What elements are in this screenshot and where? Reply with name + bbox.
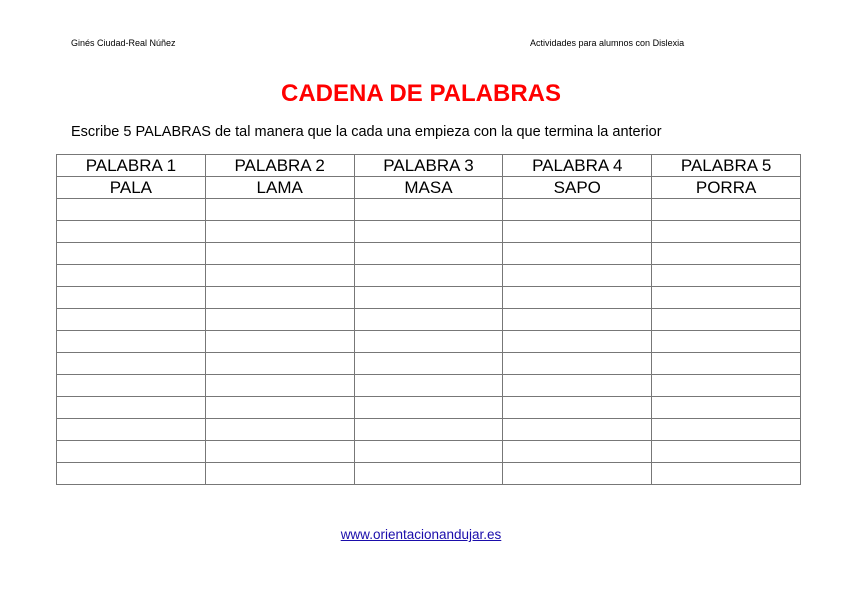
answer-cell[interactable] (503, 243, 652, 265)
answer-cell[interactable] (57, 397, 206, 419)
answer-cell[interactable] (652, 221, 801, 243)
table-row (57, 265, 801, 287)
table-row (57, 243, 801, 265)
answer-cell[interactable] (354, 199, 503, 221)
answer-cell[interactable] (652, 199, 801, 221)
answer-cell[interactable] (354, 441, 503, 463)
answer-cell[interactable] (354, 309, 503, 331)
column-header: PALABRA 1 (57, 155, 206, 177)
answer-cell[interactable] (354, 287, 503, 309)
header-subject: Actividades para alumnos con Dislexia (530, 38, 685, 48)
word-chain-table (56, 154, 801, 485)
answer-cell[interactable] (57, 463, 206, 485)
answer-cell[interactable] (354, 331, 503, 353)
answer-cell[interactable] (652, 309, 801, 331)
answer-cell[interactable] (354, 221, 503, 243)
answer-cell[interactable] (503, 419, 652, 441)
answer-cell[interactable] (205, 441, 354, 463)
answer-cell[interactable] (57, 243, 206, 265)
table-row (57, 419, 801, 441)
footer (0, 527, 842, 542)
table-row (57, 177, 801, 199)
answer-cell[interactable] (652, 419, 801, 441)
answer-cell[interactable] (503, 375, 652, 397)
answer-cell[interactable] (205, 353, 354, 375)
table-row (57, 199, 801, 221)
answer-cell[interactable] (652, 331, 801, 353)
word-cell: MASA (354, 177, 503, 199)
answer-cell[interactable] (205, 265, 354, 287)
answer-cell[interactable] (205, 221, 354, 243)
answer-cell[interactable] (57, 287, 206, 309)
table-row (57, 353, 801, 375)
word-cell: PALA (57, 177, 206, 199)
answer-cell[interactable] (354, 265, 503, 287)
answer-cell[interactable] (503, 331, 652, 353)
table-row (57, 287, 801, 309)
answer-cell[interactable] (57, 199, 206, 221)
column-header: PALABRA 3 (354, 155, 503, 177)
answer-cell[interactable] (205, 331, 354, 353)
column-header: PALABRA 5 (652, 155, 801, 177)
page-title: CADENA DE PALABRAS (280, 80, 561, 107)
answer-cell[interactable] (503, 265, 652, 287)
answer-cell[interactable] (503, 353, 652, 375)
answer-cell[interactable] (652, 353, 801, 375)
answer-cell[interactable] (503, 287, 652, 309)
answer-cell[interactable] (205, 287, 354, 309)
answer-cell[interactable] (205, 309, 354, 331)
answer-cell[interactable] (652, 375, 801, 397)
word-cell: SAPO (503, 177, 652, 199)
answer-cell[interactable] (205, 199, 354, 221)
answer-cell[interactable] (57, 331, 206, 353)
word-cell: PORRA (652, 177, 801, 199)
header-author: Ginés Ciudad-Real Núñez (71, 38, 176, 48)
answer-cell[interactable] (652, 243, 801, 265)
table-row (57, 375, 801, 397)
answer-cell[interactable] (57, 441, 206, 463)
column-header: PALABRA 4 (503, 155, 652, 177)
answer-cell[interactable] (503, 309, 652, 331)
answer-cell[interactable] (354, 463, 503, 485)
table-row (57, 309, 801, 331)
answer-cell[interactable] (57, 221, 206, 243)
answer-cell[interactable] (57, 375, 206, 397)
answer-cell[interactable] (205, 419, 354, 441)
table-row (57, 463, 801, 485)
table-row (57, 397, 801, 419)
answer-cell[interactable] (205, 397, 354, 419)
answer-cell[interactable] (205, 463, 354, 485)
answer-cell[interactable] (503, 441, 652, 463)
answer-cell[interactable] (652, 441, 801, 463)
answer-cell[interactable] (503, 221, 652, 243)
table-row (57, 221, 801, 243)
answer-cell[interactable] (503, 199, 652, 221)
answer-cell[interactable] (354, 375, 503, 397)
website-link[interactable]: www.orientacionandujar.es (340, 527, 502, 542)
answer-cell[interactable] (503, 397, 652, 419)
instructions: Escribe 5 PALABRAS de tal manera que la cada una empieza con la que termina la anterior (71, 124, 662, 140)
answer-cell[interactable] (57, 265, 206, 287)
table-row (57, 331, 801, 353)
answer-cell[interactable] (57, 353, 206, 375)
answer-cell[interactable] (354, 419, 503, 441)
answer-cell[interactable] (652, 463, 801, 485)
answer-cell[interactable] (57, 419, 206, 441)
answer-cell[interactable] (205, 243, 354, 265)
table-header-row (57, 155, 801, 177)
answer-cell[interactable] (205, 375, 354, 397)
word-cell: LAMA (205, 177, 354, 199)
answer-cell[interactable] (652, 397, 801, 419)
answer-cell[interactable] (354, 243, 503, 265)
column-header: PALABRA 2 (205, 155, 354, 177)
answer-cell[interactable] (503, 463, 652, 485)
answer-cell[interactable] (57, 309, 206, 331)
answer-cell[interactable] (652, 287, 801, 309)
answer-cell[interactable] (354, 353, 503, 375)
answer-cell[interactable] (652, 265, 801, 287)
answer-cell[interactable] (354, 397, 503, 419)
table-row (57, 441, 801, 463)
